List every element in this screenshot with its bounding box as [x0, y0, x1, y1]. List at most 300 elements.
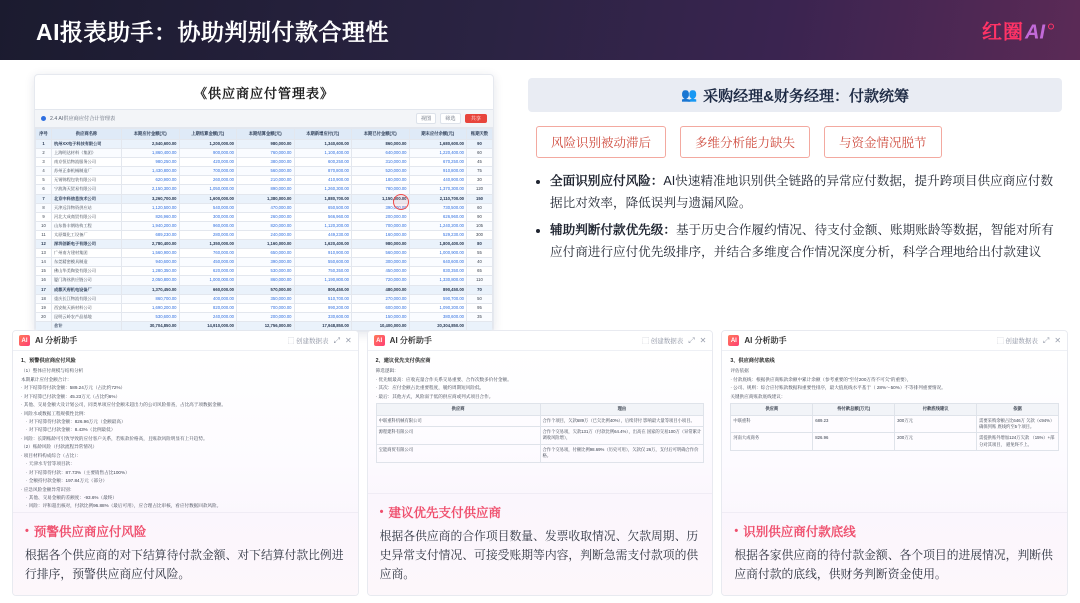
table-cell[interactable]: 200,000.00 — [352, 212, 410, 221]
analysis-table-cell: 源程建科有限公司 — [376, 427, 540, 445]
benefit-bullet — [550, 170, 1062, 215]
card-summary-title-text: 建议优先支付供应商 — [388, 506, 502, 521]
table-cell[interactable]: 700,000.00 — [352, 221, 410, 230]
expand-icon[interactable]: ⤢ — [333, 335, 340, 345]
analysis-table-row — [376, 415, 704, 426]
table-cell[interactable]: 400,000.00 — [179, 294, 237, 303]
table-cell[interactable]: 700,000.00 — [179, 167, 237, 176]
role-banner-label: 采购经理&财务经理：付款统筹 — [703, 87, 910, 105]
analysis-table-cell: 中联重科 — [731, 415, 813, 433]
table-cell[interactable]: 2,780,400.00 — [122, 240, 180, 249]
table-cell[interactable]: 890,450.00 — [409, 285, 467, 294]
table-cell[interactable]: 1,560,900.00 — [122, 249, 180, 258]
table-cell[interactable]: 980,000.00 — [237, 140, 295, 149]
table-cell[interactable]: 55 — [467, 249, 493, 258]
table-cell[interactable]: 910,800.00 — [409, 167, 467, 176]
table-cell[interactable]: 200,000.00 — [237, 312, 295, 321]
table-row[interactable] — [36, 276, 493, 285]
table-cell[interactable]: 1,370,450.00 — [122, 285, 180, 294]
table-row[interactable] — [36, 203, 493, 212]
table-cell[interactable]: 820,000.00 — [179, 303, 237, 312]
analysis-line: · 对下结算待付款金额：826.96万元（金额最高） — [26, 419, 126, 425]
page-title: AI报表助手：协助判别付款合理性 — [36, 18, 389, 45]
view-button[interactable]: 视图 — [416, 113, 436, 124]
table-cell[interactable]: 780,000.00 — [352, 185, 410, 194]
table-cell[interactable]: 620,900.00 — [122, 176, 180, 185]
table-body[interactable] — [36, 140, 493, 331]
table-column-header: 本期应付金额(元) — [122, 129, 180, 140]
table-cell[interactable]: 990,200.00 — [294, 303, 352, 312]
table-cell[interactable]: 杭州XX电子科技有限公司 — [52, 140, 122, 149]
table-cell[interactable]: 东莞精密模具制造 — [52, 258, 122, 267]
table-cell[interactable]: 11 — [36, 230, 52, 239]
table-cell[interactable]: 380,000.00 — [237, 158, 295, 167]
table-cell[interactable]: 1,160,000.00 — [237, 240, 295, 249]
analysis-table-cell: 689.23 — [813, 415, 895, 433]
table-row[interactable] — [36, 267, 493, 276]
analysis-line: · 天津水专营等项目款： — [26, 461, 75, 467]
table-cell[interactable]: 10,400,000.00 — [352, 321, 410, 330]
expand-icon[interactable]: ⤢ — [688, 335, 695, 345]
table-cell[interactable]: 7 — [36, 194, 52, 203]
table-cell[interactable]: 940,600.00 — [122, 258, 180, 267]
table-cell[interactable]: 1,090,200.00 — [409, 303, 467, 312]
table-row[interactable] — [36, 212, 493, 221]
table-cell[interactable]: 450,000.00 — [352, 267, 410, 276]
table-cell[interactable]: 390,000.00 — [352, 203, 410, 212]
analysis-table-header-row — [376, 404, 704, 415]
table-cell[interactable]: 南京恒信物流服务公司 — [52, 158, 122, 167]
table-row[interactable] — [36, 321, 493, 330]
table-column-header: 上期结算金额(元) — [179, 129, 237, 140]
table-cell[interactable]: 150,000.00 — [352, 312, 410, 321]
table-column-header: 本期结算金额(元) — [237, 129, 295, 140]
table-cell[interactable]: 105 — [467, 221, 493, 230]
table-cell[interactable]: 180,000.00 — [352, 176, 410, 185]
spreadsheet-body[interactable] — [35, 128, 493, 331]
table-cell[interactable]: 260,000.00 — [237, 212, 295, 221]
table-cell[interactable]: 980,250.00 — [122, 158, 180, 167]
table-cell[interactable]: 760,000.00 — [237, 149, 295, 158]
table-cell[interactable]: 720,000.00 — [352, 276, 410, 285]
create-datasheet-button[interactable]: ⬚ 创建数据表 — [287, 338, 329, 345]
share-button[interactable]: 共享 — [465, 114, 487, 123]
table-row[interactable] — [36, 285, 493, 294]
table-row[interactable] — [36, 140, 493, 149]
table-row[interactable] — [36, 176, 493, 185]
table-cell[interactable]: 90 — [467, 212, 493, 221]
table-row[interactable] — [36, 167, 493, 176]
table-cell[interactable]: 1,000,900.00 — [409, 249, 467, 258]
table-cell[interactable]: 440,900.00 — [409, 176, 467, 185]
table-row[interactable] — [36, 258, 493, 267]
table-cell[interactable]: 270,000.00 — [352, 294, 410, 303]
analysis-table-cell: 合作个交易项，欠款131万（付款比例64.4%），出高在 国家的交易100万（异常累计调收风险增）， — [540, 427, 704, 445]
analysis-table-column-header: 待付款总额(万元) — [813, 404, 895, 415]
table-row[interactable] — [36, 249, 493, 258]
spreadsheet-pane — [18, 74, 510, 328]
table-cell[interactable]: 300,000.00 — [352, 258, 410, 267]
table-cell[interactable]: 1,370,300.00 — [409, 185, 467, 194]
ai-assistant-card-body — [722, 351, 1067, 512]
expand-icon[interactable]: ⤢ — [1042, 335, 1050, 345]
table-cell[interactable]: 1,280,350.00 — [122, 267, 180, 276]
table-cell[interactable]: 山东鲁丰钢结构工程 — [52, 221, 122, 230]
table-cell[interactable]: 宁波海天贸易有限公司 — [52, 185, 122, 194]
table-cell[interactable]: 5 — [36, 176, 52, 185]
table-cell[interactable]: 80 — [467, 240, 493, 249]
table-cell[interactable]: 626,960.00 — [409, 212, 467, 221]
ai-assistant-card — [12, 330, 359, 596]
analysis-table — [730, 403, 1059, 451]
table-cell[interactable]: 420,000.00 — [179, 158, 237, 167]
file-name-label: 2.4 AI供应商应付合计管理表 — [50, 116, 116, 122]
table-cell[interactable]: 45 — [467, 158, 493, 167]
table-cell[interactable]: 860,000.00 — [352, 140, 410, 149]
table-cell[interactable]: 860,000.00 — [237, 276, 295, 285]
table-cell[interactable]: 826,960.00 — [122, 212, 180, 221]
analysis-line: 本期累计应付金额合计： — [21, 376, 72, 382]
table-row[interactable] — [36, 158, 493, 167]
table-cell[interactable]: 540,000.00 — [179, 203, 237, 212]
brand-ai-label: AI — [1025, 21, 1045, 44]
table-cell[interactable]: 330,600.00 — [294, 312, 352, 321]
table-cell[interactable]: 3,260,700.00 — [122, 194, 180, 203]
spreadsheet-toolbar[interactable] — [35, 109, 493, 128]
table-cell[interactable]: 30 — [467, 176, 493, 185]
table-cell[interactable]: 300 — [467, 230, 493, 239]
analysis-line: · 风险水或数据工程规模性比例： — [21, 410, 89, 416]
table-cell[interactable]: 60 — [467, 203, 493, 212]
table-cell[interactable]: 689,230.00 — [122, 230, 180, 239]
table-cell[interactable]: 150 — [467, 194, 493, 203]
table-cell[interactable]: 730,500.00 — [409, 203, 467, 212]
table-cell[interactable]: 12,756,000.00 — [237, 321, 295, 330]
table-cell[interactable]: 20 — [36, 312, 52, 321]
table-cell[interactable]: 550,600.00 — [294, 258, 352, 267]
table-cell[interactable]: 830,350.00 — [409, 267, 467, 276]
create-datasheet-button[interactable]: ⬚ 创建数据表 — [997, 338, 1038, 345]
table-cell[interactable]: 1,380,000.00 — [237, 194, 295, 203]
table-cell[interactable]: 30,704,850.00 — [122, 321, 180, 330]
table-cell[interactable]: 820,000.00 — [237, 221, 295, 230]
create-datasheet-button[interactable]: ⬚ 创建数据表 — [642, 338, 684, 345]
table-cell[interactable]: 2,050,800.00 — [122, 276, 180, 285]
ai-assistant-title: AI 分析助手 — [35, 336, 78, 345]
table-cell[interactable]: 苏州正泰机械制造厂 — [52, 167, 122, 176]
table-cell[interactable]: 700,000.00 — [237, 303, 295, 312]
table-cell[interactable]: 560,000.00 — [237, 167, 295, 176]
table-cell[interactable]: 620,000.00 — [179, 267, 237, 276]
table-cell[interactable]: 15 — [36, 267, 52, 276]
filter-button[interactable]: 筛选 — [440, 113, 460, 124]
table-cell[interactable]: 10 — [36, 221, 52, 230]
ai-assistant-card-body — [13, 351, 358, 512]
top-section — [0, 60, 1080, 328]
table-cell[interactable] — [36, 321, 52, 330]
analysis-table-column-header: 依据 — [977, 404, 1059, 415]
analysis-table-header-row — [731, 404, 1059, 415]
table-cell[interactable]: 60 — [467, 149, 493, 158]
table-cell[interactable]: 1,150,000.00 — [352, 194, 410, 203]
table-cell[interactable]: 50 — [467, 294, 493, 303]
table-cell[interactable]: 600,000.00 — [352, 303, 410, 312]
analysis-table-cell: 826.96 — [813, 433, 895, 451]
table-cell[interactable]: 40 — [467, 258, 493, 267]
table-cell[interactable]: 120 — [467, 185, 493, 194]
table-cell[interactable]: 520,000.00 — [352, 167, 410, 176]
table-cell[interactable]: 900,000.00 — [179, 149, 237, 158]
table-cell[interactable]: 河北大成商贸有限公司 — [52, 212, 122, 221]
table-cell[interactable]: 1,200,000.00 — [179, 140, 237, 149]
ai-assistant-card — [721, 330, 1068, 596]
table-cell[interactable]: 860,700.00 — [122, 294, 180, 303]
table-column-header: 供应商名称 — [52, 129, 122, 140]
analysis-line: · 付款底线：根据供应商账款余额中累计余额（参考重要的“至付200万待不可欠”的重要）， — [730, 376, 912, 382]
analysis-table-cell: 需要采购余额占比646万 欠款（≤94%）确保到账 底线约至5个项目。 — [977, 415, 1059, 433]
card-summary-text: 根据各家供应商的待付款金额、各个项目的进展情况，判断供应商付款的底线，供财务判断资金使用。 — [734, 548, 1053, 582]
table-row[interactable] — [36, 294, 493, 303]
table-cell[interactable]: 1,100,400.00 — [294, 149, 352, 158]
card-summary-text: 根据各个供应商的对下结算待付款金额、对下结算付款比例进行排序，预警供应商应付风险。 — [25, 548, 344, 582]
table-row[interactable] — [36, 221, 493, 230]
table-cell[interactable]: 910,900.00 — [294, 249, 352, 258]
supplier-payable-table[interactable] — [35, 128, 493, 331]
table-cell[interactable]: 2,110,700.00 — [409, 194, 467, 203]
table-cell[interactable]: 530,600.00 — [122, 312, 180, 321]
table-cell[interactable]: 14,910,000.00 — [179, 321, 237, 330]
table-cell[interactable]: 65 — [467, 267, 493, 276]
table-cell[interactable]: 650,500.00 — [294, 203, 352, 212]
table-cell[interactable] — [467, 321, 493, 330]
ai-assistant-card-header — [368, 331, 713, 351]
table-cell[interactable]: 95 — [467, 303, 493, 312]
analysis-table-row — [731, 415, 1059, 433]
table-cell[interactable]: 980,000.00 — [352, 240, 410, 249]
table-cell[interactable]: 240,000.00 — [179, 312, 237, 321]
table-column-header: 序号 — [36, 129, 52, 140]
analysis-line: · 对下结算待付款金额：589.24万元（占比约72%） — [21, 385, 126, 391]
table-cell[interactable]: 470,000.00 — [237, 203, 295, 212]
card-summary — [368, 493, 713, 595]
table-cell[interactable]: 530,000.00 — [237, 267, 295, 276]
table-cell[interactable]: 480,000.00 — [352, 285, 410, 294]
pain-point-chip: 风险识别被动滞后 — [536, 126, 666, 158]
table-cell[interactable]: 厦门海丝供应链公司 — [52, 276, 122, 285]
table-cell[interactable]: 300,000.00 — [179, 212, 237, 221]
table-cell[interactable]: 1,690,200.00 — [122, 303, 180, 312]
table-cell[interactable]: 70 — [467, 285, 493, 294]
table-cell[interactable]: 1,430,800.00 — [122, 167, 180, 176]
table-cell[interactable]: 800,450.00 — [294, 285, 352, 294]
table-cell[interactable]: 1,680,600.00 — [409, 140, 467, 149]
ai-assistant-card-header — [722, 331, 1067, 351]
table-cell[interactable]: 870,800.00 — [294, 167, 352, 176]
table-cell[interactable]: 1,350,000.00 — [179, 240, 237, 249]
table-row[interactable] — [36, 240, 493, 249]
table-cell[interactable]: 上海明达材料（集团） — [52, 149, 122, 158]
bullet-dot-icon: • — [25, 525, 29, 538]
benefit-bullet — [550, 219, 1062, 264]
table-cell[interactable]: 640,600.00 — [409, 258, 467, 267]
table-cell[interactable]: 佛山华美陶瓷有限公司 — [52, 267, 122, 276]
benefit-bullet-text: 基于历史合作履约情况、待支付金额、账期账龄等数据，智能对所有应付商进行应付优先级排序，并结合多维度合作情况深度分析，科学合理地给出付款建议 — [550, 222, 1054, 260]
table-cell[interactable]: 1,190,800.00 — [294, 276, 352, 285]
table-cell[interactable]: 350,000.00 — [237, 294, 295, 303]
analysis-table-column-header: 理由 — [540, 404, 704, 415]
table-cell[interactable]: 90 — [467, 140, 493, 149]
table-cell[interactable]: 2 — [36, 149, 52, 158]
table-cell[interactable]: 20,304,850.00 — [409, 321, 467, 330]
table-cell[interactable]: 1,000,000.00 — [179, 276, 237, 285]
table-cell[interactable]: 1,860,400.00 — [122, 149, 180, 158]
table-cell[interactable]: 560,000.00 — [352, 249, 410, 258]
table-cell[interactable]: 1,050,000.00 — [179, 185, 237, 194]
analysis-line: · 全额持付款金额：197.84万元（部分） — [26, 478, 108, 484]
brand-cn-label: 红圈 — [982, 21, 1024, 44]
table-cell[interactable]: 960,000.00 — [179, 221, 237, 230]
table-cell[interactable]: 昆明云岭农产品基地 — [52, 312, 122, 321]
table-cell[interactable]: 890,000.00 — [237, 185, 295, 194]
table-cell[interactable]: 1,120,500.00 — [122, 203, 180, 212]
table-cell[interactable]: 北京中科信息技术公司 — [52, 194, 122, 203]
table-cell[interactable]: 广州南方建材集团 — [52, 249, 122, 258]
analysis-line: · 对下结算已付款金额：8.43%（比例最低） — [26, 427, 116, 433]
table-cell[interactable]: 14 — [36, 258, 52, 267]
table-cell[interactable]: 17,948,850.00 — [294, 321, 352, 330]
table-cell[interactable]: 1,940,200.00 — [122, 221, 180, 230]
table-cell[interactable]: 590,700.00 — [409, 294, 467, 303]
table-cell[interactable]: 1,800,400.00 — [409, 240, 467, 249]
table-cell[interactable]: 750,350.00 — [294, 267, 352, 276]
table-cell[interactable]: 4 — [36, 167, 52, 176]
table-cell[interactable]: 9 — [36, 212, 52, 221]
benefit-bullet-list — [550, 170, 1062, 264]
table-cell[interactable]: 260,000.00 — [179, 176, 237, 185]
analysis-line: （2）账龄风险（付款流程异常情况） — [21, 444, 98, 450]
table-cell[interactable]: 660,000.00 — [179, 285, 237, 294]
table-cell[interactable]: 1,260,300.00 — [294, 185, 352, 194]
table-cell[interactable]: 17 — [36, 285, 52, 294]
table-cell[interactable]: 16 — [36, 276, 52, 285]
table-cell[interactable]: 6 — [36, 185, 52, 194]
table-cell[interactable]: 重庆长江物流有限公司 — [52, 294, 122, 303]
analysis-line: 评估依据 — [730, 368, 749, 374]
table-cell[interactable]: 13 — [36, 249, 52, 258]
table-cell[interactable]: 合计 — [52, 321, 122, 330]
analysis-line: 筛选逻辑： — [375, 368, 399, 374]
page-header — [0, 0, 1080, 60]
table-cell[interactable]: 570,000.00 — [237, 285, 295, 294]
table-cell[interactable]: 西安航天新材料公司 — [52, 303, 122, 312]
card-summary — [13, 512, 358, 595]
spreadsheet-card — [34, 74, 494, 332]
ai-assistant-card-row — [0, 322, 1080, 603]
table-cell[interactable]: 280,000.00 — [179, 230, 237, 239]
table-cell[interactable]: 566,960.00 — [294, 212, 352, 221]
table-cell[interactable]: 650,000.00 — [237, 249, 295, 258]
table-cell[interactable]: 310,000.00 — [352, 158, 410, 167]
table-cell[interactable]: 1,340,600.00 — [294, 140, 352, 149]
table-cell[interactable]: 太原煤化工设备厂 — [52, 230, 122, 239]
analysis-line: · 优先级最高：应收充量合作关系交易重要、合作次数多价付金额。 — [375, 376, 512, 382]
analysis-line: · 项目材料构成综合（占比）： — [21, 452, 82, 458]
analysis-table-row — [376, 427, 704, 445]
table-cell[interactable]: 1,240,200.00 — [409, 221, 467, 230]
table-cell[interactable]: 1,620,400.00 — [294, 240, 352, 249]
table-cell[interactable]: 760,000.00 — [179, 249, 237, 258]
table-cell[interactable]: 35 — [467, 312, 493, 321]
table-cell[interactable]: 8 — [36, 203, 52, 212]
analysis-line: · 风险：长期账龄可引致导致的应付客户关系，若账款价格高，且账款风险明显有上升趋势。 — [21, 435, 208, 441]
table-cell[interactable]: 深圳创新电子有限公司 — [52, 240, 122, 249]
table-cell[interactable]: 529,230.00 — [409, 230, 467, 239]
table-row[interactable] — [36, 149, 493, 158]
close-icon[interactable]: ✕ — [699, 336, 707, 345]
table-row[interactable] — [36, 312, 493, 321]
analysis-table-cell: 中联重科机械有限公司 — [376, 415, 540, 426]
table-cell[interactable]: 1,120,200.00 — [294, 221, 352, 230]
table-cell[interactable]: 450,000.00 — [179, 258, 237, 267]
table-cell[interactable]: 160,000.00 — [352, 230, 410, 239]
table-cell[interactable]: 640,000.00 — [352, 149, 410, 158]
table-cell[interactable]: 210,000.00 — [237, 176, 295, 185]
table-cell[interactable]: 无锡锦程包装有限公司 — [52, 176, 122, 185]
table-cell[interactable]: 75 — [467, 167, 493, 176]
table-cell[interactable]: 240,000.00 — [237, 230, 295, 239]
card-summary-title-text: 预警供应商应付风险 — [33, 525, 147, 540]
ai-logo-icon: AI — [374, 335, 385, 346]
table-cell[interactable]: 2,540,600.00 — [122, 140, 180, 149]
table-cell[interactable]: 19 — [36, 303, 52, 312]
analysis-line: · 其次：应付金额占比重要程度，履约周期短风险低。 — [375, 385, 485, 391]
table-cell[interactable]: 3 — [36, 158, 52, 167]
spreadsheet-title: 《供应商应付管理表》 — [193, 86, 334, 101]
benefit-bullet-text: AI快速精准地识别供全链路的异常应付数据，提升跨项目供应商应付数据比对效率，降低误判与遗漏风险。 — [550, 174, 1054, 211]
table-cell[interactable]: 600,250.00 — [294, 158, 352, 167]
table-cell[interactable]: 1,330,800.00 — [409, 276, 467, 285]
table-cell[interactable]: 380,600.00 — [409, 312, 467, 321]
table-row[interactable] — [36, 185, 493, 194]
table-cell[interactable]: 390,000.00 — [237, 258, 295, 267]
table-cell[interactable]: 510,700.00 — [294, 294, 352, 303]
analysis-table-column-header: 付款底线建议 — [895, 404, 977, 415]
table-cell[interactable]: 1,220,400.00 — [409, 149, 467, 158]
table-cell[interactable]: 2,150,300.00 — [122, 185, 180, 194]
card-summary-title — [734, 522, 1055, 540]
table-cell[interactable]: 670,250.00 — [409, 158, 467, 167]
table-cell[interactable]: 1,880,700.00 — [294, 194, 352, 203]
table-row[interactable] — [36, 303, 493, 312]
close-icon[interactable]: ✕ — [344, 336, 352, 345]
analysis-line: · 对下结算已付款金额：45.23万元（占比约6%） — [21, 393, 121, 399]
table-cell[interactable]: 449,230.00 — [294, 230, 352, 239]
table-row[interactable] — [36, 230, 493, 239]
table-cell[interactable]: 18 — [36, 294, 52, 303]
bullet-dot-icon: • — [734, 525, 739, 538]
table-cell[interactable]: 110 — [467, 276, 493, 285]
analysis-heading: 3、供应商付款底线 — [730, 358, 775, 364]
close-icon[interactable]: ✕ — [1054, 336, 1062, 345]
table-cell[interactable]: 成都天府机电设备厂 — [52, 285, 122, 294]
table-cell[interactable]: 1 — [36, 140, 52, 149]
table-row[interactable] — [36, 194, 493, 203]
analysis-table — [376, 403, 705, 463]
table-cell[interactable]: 12 — [36, 240, 52, 249]
table-cell[interactable]: 410,900.00 — [294, 176, 352, 185]
table-cell[interactable]: 天津远洋物资供应站 — [52, 203, 122, 212]
table-cell[interactable]: 1,600,000.00 — [179, 194, 237, 203]
